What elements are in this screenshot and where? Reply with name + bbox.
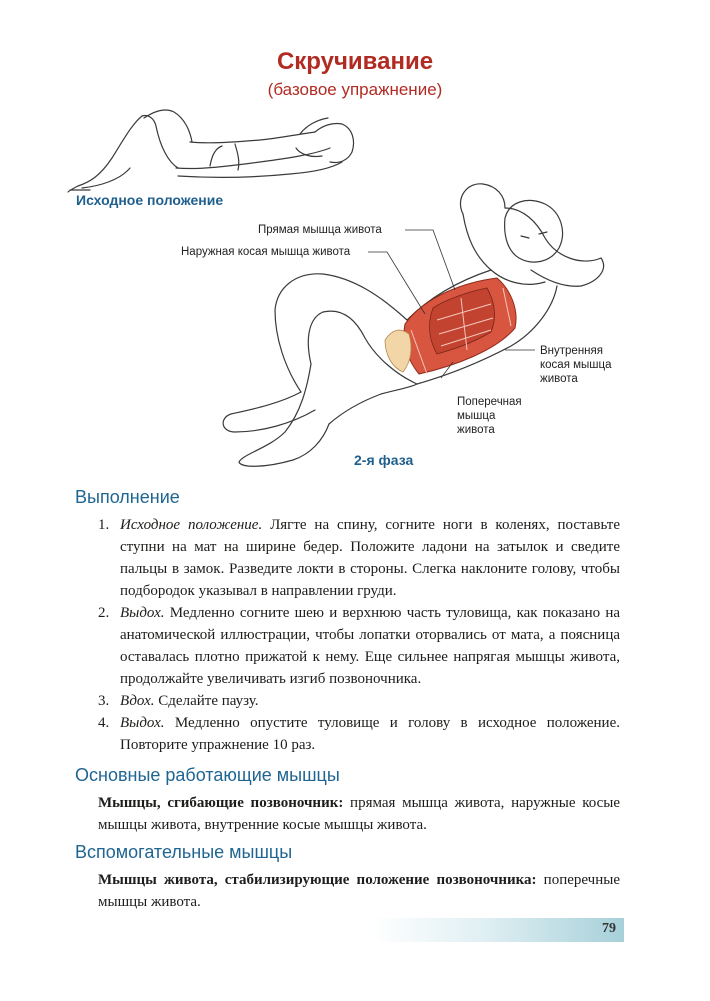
step-item: 1. Исходное положение. Лягте на спину, согните ноги в коленях, поставьте ступни на мат на ширине бедер. Положите ладони на затылок и сведите пальцы в замок. Разведите локти в стороны. Слегка наклоните голову, чтобы подбородок указывал в направлении груди. <box>98 517 620 599</box>
step-item: 4. Выдох. Медленно опустите туловище и голову в исходное положение. Повторите упражнение 10 раз. <box>98 715 620 753</box>
starting-position-label: Исходное положение <box>76 192 224 208</box>
aux-muscles-text: Мышцы живота, стабилизирующие положение позвоночника: поперечные мышцы живота. <box>98 872 620 910</box>
page-title: Скручивание <box>276 48 434 75</box>
execution-steps <box>98 514 620 756</box>
crunch-phase2-illustration <box>205 178 625 470</box>
annotation-internal-oblique: Внутренняя косая мышца живота <box>540 345 612 385</box>
annotation-rectus: Прямая мышца живота <box>258 224 382 236</box>
phase-label: 2-я фаза <box>354 452 414 468</box>
annotation-transverse: Поперечная мышца живота <box>457 396 522 436</box>
page-number: 79 <box>602 921 616 936</box>
annotation-external-oblique: Наружная косая мышца живота <box>181 246 351 258</box>
page-subtitle: (базовое упражнение) <box>267 80 443 99</box>
main-muscles-text: Мышцы, сгибающие позвоночник: прямая мышца живота, наружные косые мышцы живота, внутренние косые мышцы живота. <box>98 795 620 833</box>
step-item: 2. Выдох. Медленно согните шею и верхнюю часть туловища, как показано на анатомической иллюстрации, чтобы лопатки оторвались от мата, а поясница оставалась плотно прижатой к нему. Еще сильнее напрягая мышцы живота, продолжайте увеличивать изгиб позвоночника. <box>98 605 620 687</box>
step-item: 3. Вдох. Сделайте паузу. <box>98 693 259 709</box>
aux-muscles-heading: Вспомогательные мышцы <box>75 842 293 862</box>
main-muscles-heading: Основные работающие мышцы <box>75 765 340 785</box>
page-footer-bar <box>372 918 624 942</box>
execution-heading: Выполнение <box>75 487 180 507</box>
